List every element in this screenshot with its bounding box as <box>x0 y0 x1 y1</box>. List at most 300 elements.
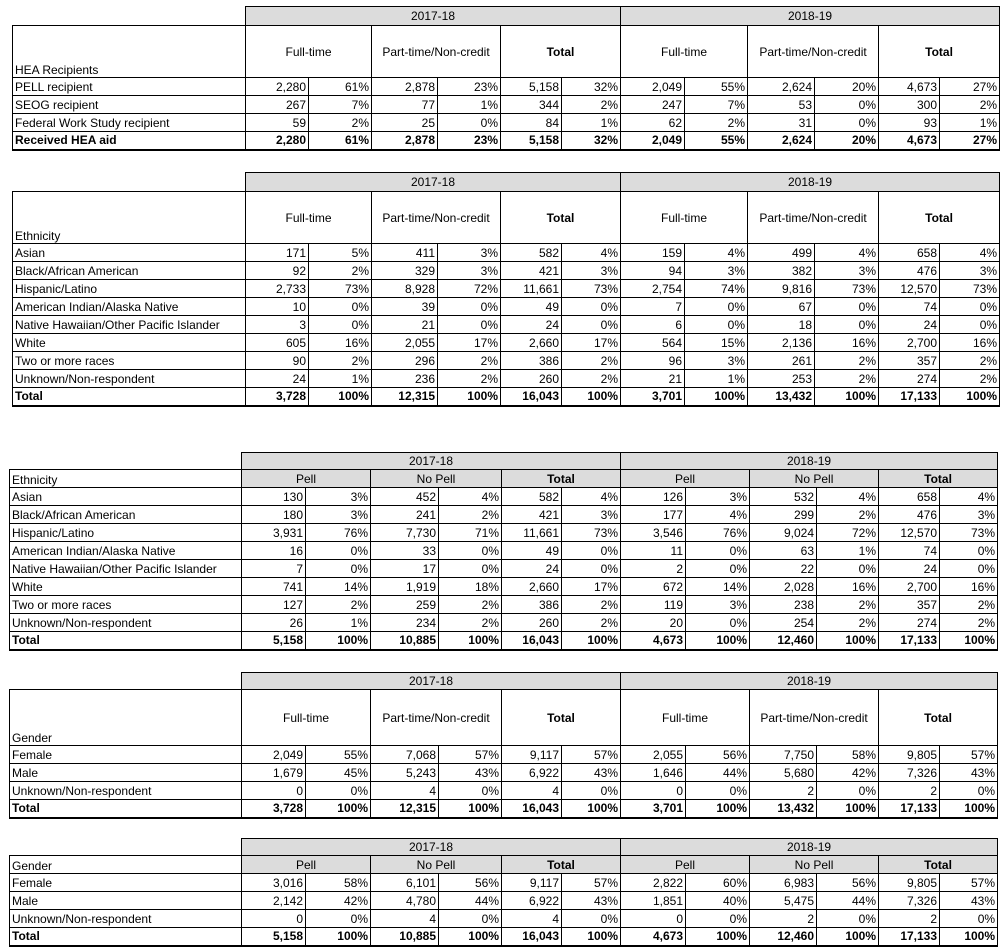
count-cell: 25 <box>372 114 438 132</box>
group-header: Total <box>502 470 621 488</box>
group-header: No Pell <box>750 856 879 874</box>
table-row <box>13 370 1000 388</box>
group-header: Part-time/Non-credit <box>748 192 879 244</box>
percent-cell: 0% <box>306 782 371 800</box>
table-body <box>13 78 1000 150</box>
count-cell: 241 <box>371 506 439 524</box>
percent-cell: 0% <box>562 782 621 800</box>
count-cell: 658 <box>879 488 940 506</box>
group-header: Pell <box>621 856 750 874</box>
table-row <box>13 280 1000 298</box>
year-header: 2017-18 <box>242 839 621 856</box>
count-cell: 382 <box>748 262 815 280</box>
count-cell: 67 <box>748 298 815 316</box>
group-header: Total <box>879 192 1000 244</box>
count-cell: 17,133 <box>879 800 940 818</box>
ethnicity-pell-table <box>9 452 998 651</box>
percent-cell: 100% <box>306 800 371 818</box>
percent-cell: 57% <box>439 746 502 764</box>
row-label: Two or more races <box>13 352 246 370</box>
count-cell: 16 <box>242 542 306 560</box>
row-label: Federal Work Study recipient <box>13 114 246 132</box>
row-label: Total <box>13 388 246 406</box>
percent-cell: 73% <box>562 280 621 298</box>
count-cell: 12,460 <box>750 928 817 946</box>
percent-cell: 16% <box>815 334 879 352</box>
percent-cell: 61% <box>309 78 372 96</box>
count-cell: 96 <box>621 352 685 370</box>
count-cell: 605 <box>246 334 309 352</box>
percent-cell: 2% <box>940 370 1000 388</box>
count-cell: 3 <box>246 316 309 334</box>
percent-cell: 42% <box>817 764 879 782</box>
percent-cell: 3% <box>562 262 621 280</box>
percent-cell: 2% <box>439 614 502 632</box>
percent-cell: 0% <box>686 910 750 928</box>
group-header: Total <box>502 856 621 874</box>
percent-cell: 2% <box>306 596 371 614</box>
row-label: Received HEA aid <box>13 132 246 150</box>
count-cell: 2,700 <box>879 334 940 352</box>
row-header-label: Ethnicity <box>10 470 242 488</box>
count-cell: 126 <box>621 488 686 506</box>
row-header-label: Gender <box>10 856 242 874</box>
group-header: Total <box>879 690 998 746</box>
count-cell: 1,919 <box>371 578 439 596</box>
count-cell: 20 <box>621 614 686 632</box>
percent-cell: 100% <box>940 800 998 818</box>
count-cell: 5,158 <box>501 78 562 96</box>
table-body <box>10 874 998 946</box>
percent-cell: 0% <box>815 298 879 316</box>
percent-cell: 0% <box>686 614 750 632</box>
table-row <box>10 892 998 910</box>
row-label: SEOG recipient <box>13 96 246 114</box>
percent-cell: 2% <box>309 262 372 280</box>
percent-cell: 23% <box>438 132 501 150</box>
percent-cell: 0% <box>306 910 371 928</box>
percent-cell: 4% <box>940 488 998 506</box>
count-cell: 13,432 <box>750 800 817 818</box>
table-row <box>10 782 998 800</box>
corner-blank <box>10 673 242 690</box>
row-label: Hispanic/Latino <box>13 280 246 298</box>
count-cell: 4,673 <box>621 928 686 946</box>
count-cell: 180 <box>242 506 306 524</box>
row-label: White <box>13 334 246 352</box>
count-cell: 0 <box>242 782 306 800</box>
percent-cell: 27% <box>940 132 1000 150</box>
count-cell: 741 <box>242 578 306 596</box>
percent-cell: 58% <box>817 746 879 764</box>
count-cell: 296 <box>372 352 438 370</box>
count-cell: 274 <box>879 614 940 632</box>
group-header: Part-time/Non-credit <box>372 192 501 244</box>
table-row <box>10 542 998 560</box>
percent-cell: 60% <box>686 874 750 892</box>
row-label: American Indian/Alaska Native <box>10 542 242 560</box>
count-cell: 63 <box>750 542 817 560</box>
count-cell: 7 <box>242 560 306 578</box>
table-body <box>13 244 1000 406</box>
count-cell: 7,750 <box>750 746 817 764</box>
percent-cell: 0% <box>940 910 998 928</box>
count-cell: 7,326 <box>879 764 940 782</box>
percent-cell: 100% <box>686 928 750 946</box>
count-cell: 12,570 <box>879 524 940 542</box>
count-cell: 582 <box>501 244 562 262</box>
percent-cell: 2% <box>817 596 879 614</box>
count-cell: 8,928 <box>372 280 438 298</box>
total-row <box>13 132 1000 150</box>
count-cell: 386 <box>501 352 562 370</box>
count-cell: 17,133 <box>879 632 940 650</box>
percent-cell: 3% <box>940 506 998 524</box>
row-label: American Indian/Alaska Native <box>13 298 246 316</box>
count-cell: 2,049 <box>242 746 306 764</box>
year-header: 2017-18 <box>246 7 621 26</box>
row-label: Native Hawaiian/Other Pacific Islander <box>13 316 246 334</box>
percent-cell: 55% <box>685 132 748 150</box>
percent-cell: 0% <box>685 298 748 316</box>
count-cell: 274 <box>879 370 940 388</box>
total-row <box>10 928 998 946</box>
percent-cell: 5% <box>309 244 372 262</box>
percent-cell: 0% <box>817 910 879 928</box>
percent-cell: 57% <box>940 746 998 764</box>
count-cell: 2,028 <box>750 578 817 596</box>
count-cell: 2,055 <box>372 334 438 352</box>
group-header: No Pell <box>371 856 502 874</box>
percent-cell: 2% <box>562 96 621 114</box>
table-row <box>13 78 1000 96</box>
percent-cell: 4% <box>439 488 502 506</box>
percent-cell: 76% <box>306 524 371 542</box>
count-cell: 10,885 <box>371 928 439 946</box>
count-cell: 476 <box>879 506 940 524</box>
count-cell: 2,280 <box>246 78 309 96</box>
percent-cell: 0% <box>815 114 879 132</box>
count-cell: 9,805 <box>879 746 940 764</box>
count-cell: 254 <box>750 614 817 632</box>
percent-cell: 0% <box>309 316 372 334</box>
count-cell: 2,055 <box>621 746 686 764</box>
group-header: Full-time <box>242 690 371 746</box>
percent-cell: 100% <box>439 800 502 818</box>
group-header: Total <box>501 192 621 244</box>
count-cell: 329 <box>372 262 438 280</box>
group-header: Pell <box>242 856 371 874</box>
count-cell: 299 <box>750 506 817 524</box>
count-cell: 26 <box>242 614 306 632</box>
table-row <box>10 764 998 782</box>
percent-cell: 100% <box>562 388 621 406</box>
count-cell: 247 <box>621 96 685 114</box>
count-cell: 11 <box>621 542 686 560</box>
group-header: Total <box>501 26 621 78</box>
count-cell: 5,243 <box>371 764 439 782</box>
count-cell: 4 <box>502 910 562 928</box>
group-header: Full-time <box>246 26 372 78</box>
row-label: Unknown/Non-respondent <box>10 910 242 928</box>
count-cell: 3,728 <box>246 388 309 406</box>
percent-cell: 0% <box>940 316 1000 334</box>
count-cell: 452 <box>371 488 439 506</box>
row-label: Total <box>10 800 242 818</box>
count-cell: 2,624 <box>748 132 815 150</box>
percent-cell: 16% <box>817 578 879 596</box>
percent-cell: 7% <box>685 96 748 114</box>
percent-cell: 43% <box>562 764 621 782</box>
count-cell: 16,043 <box>502 800 562 818</box>
count-cell: 21 <box>621 370 685 388</box>
percent-cell: 17% <box>562 578 621 596</box>
count-cell: 77 <box>372 96 438 114</box>
group-header: Part-time/Non-credit <box>750 690 879 746</box>
percent-cell: 17% <box>438 334 501 352</box>
count-cell: 259 <box>371 596 439 614</box>
percent-cell: 57% <box>562 874 621 892</box>
count-cell: 3,701 <box>621 800 686 818</box>
percent-cell: 72% <box>817 524 879 542</box>
count-cell: 177 <box>621 506 686 524</box>
group-header: No Pell <box>371 470 502 488</box>
count-cell: 84 <box>501 114 562 132</box>
count-cell: 2,733 <box>246 280 309 298</box>
count-cell: 3,728 <box>242 800 306 818</box>
percent-cell: 100% <box>940 632 998 650</box>
percent-cell: 4% <box>686 506 750 524</box>
percent-cell: 56% <box>686 746 750 764</box>
table-row <box>13 244 1000 262</box>
count-cell: 24 <box>501 316 562 334</box>
count-cell: 24 <box>879 560 940 578</box>
percent-cell: 2% <box>817 506 879 524</box>
row-label: White <box>10 578 242 596</box>
percent-cell: 0% <box>439 542 502 560</box>
percent-cell: 100% <box>685 388 748 406</box>
corner-blank <box>13 7 246 26</box>
group-header: Full-time <box>246 192 372 244</box>
percent-cell: 2% <box>562 352 621 370</box>
percent-cell: 100% <box>306 632 371 650</box>
count-cell: 2,136 <box>748 334 815 352</box>
percent-cell: 0% <box>438 298 501 316</box>
percent-cell: 2% <box>562 614 621 632</box>
count-cell: 4 <box>371 782 439 800</box>
count-cell: 2,822 <box>621 874 686 892</box>
percent-cell: 58% <box>306 874 371 892</box>
group-header: Total <box>879 26 1000 78</box>
percent-cell: 100% <box>686 800 750 818</box>
year-header: 2018-19 <box>621 453 998 470</box>
count-cell: 90 <box>246 352 309 370</box>
count-cell: 18 <box>748 316 815 334</box>
count-cell: 2,049 <box>621 132 685 150</box>
count-cell: 13,432 <box>748 388 815 406</box>
table-row <box>13 298 1000 316</box>
percent-cell: 2% <box>439 596 502 614</box>
count-cell: 53 <box>748 96 815 114</box>
count-cell: 2,624 <box>748 78 815 96</box>
percent-cell: 2% <box>438 352 501 370</box>
count-cell: 62 <box>621 114 685 132</box>
count-cell: 2,660 <box>501 334 562 352</box>
group-header: Total <box>502 690 621 746</box>
count-cell: 267 <box>246 96 309 114</box>
percent-cell: 0% <box>306 542 371 560</box>
count-cell: 2,660 <box>502 578 562 596</box>
percent-cell: 0% <box>309 298 372 316</box>
percent-cell: 20% <box>815 78 879 96</box>
count-cell: 6 <box>621 316 685 334</box>
count-cell: 10 <box>246 298 309 316</box>
count-cell: 7,068 <box>371 746 439 764</box>
percent-cell: 100% <box>817 632 879 650</box>
year-header: 2018-19 <box>621 7 1000 26</box>
percent-cell: 3% <box>685 262 748 280</box>
percent-cell: 17% <box>562 334 621 352</box>
percent-cell: 0% <box>686 542 750 560</box>
percent-cell: 0% <box>562 298 621 316</box>
count-cell: 2 <box>750 782 817 800</box>
count-cell: 499 <box>748 244 815 262</box>
total-row <box>13 388 1000 406</box>
count-cell: 39 <box>372 298 438 316</box>
year-header: 2018-19 <box>621 673 998 690</box>
count-cell: 6,101 <box>371 874 439 892</box>
count-cell: 3,016 <box>242 874 306 892</box>
count-cell: 24 <box>879 316 940 334</box>
percent-cell: 43% <box>562 892 621 910</box>
gender-pell-table <box>9 838 998 947</box>
percent-cell: 0% <box>686 782 750 800</box>
count-cell: 5,680 <box>750 764 817 782</box>
percent-cell: 0% <box>815 96 879 114</box>
percent-cell: 2% <box>309 352 372 370</box>
count-cell: 2,878 <box>372 78 438 96</box>
percent-cell: 1% <box>817 542 879 560</box>
percent-cell: 42% <box>306 892 371 910</box>
percent-cell: 100% <box>562 800 621 818</box>
percent-cell: 1% <box>562 114 621 132</box>
percent-cell: 100% <box>309 388 372 406</box>
group-header: Part-time/Non-credit <box>748 26 879 78</box>
percent-cell: 57% <box>562 746 621 764</box>
year-header: 2018-19 <box>621 839 998 856</box>
percent-cell: 0% <box>940 298 1000 316</box>
count-cell: 11,661 <box>501 280 562 298</box>
count-cell: 421 <box>502 506 562 524</box>
percent-cell: 100% <box>306 928 371 946</box>
count-cell: 0 <box>242 910 306 928</box>
count-cell: 260 <box>501 370 562 388</box>
percent-cell: 43% <box>940 892 998 910</box>
percent-cell: 1% <box>309 370 372 388</box>
percent-cell: 14% <box>306 578 371 596</box>
table-row <box>10 910 998 928</box>
count-cell: 386 <box>502 596 562 614</box>
table-row <box>13 334 1000 352</box>
gender-enrollment-table <box>9 672 998 819</box>
row-label: Hispanic/Latino <box>10 524 242 542</box>
count-cell: 476 <box>879 262 940 280</box>
percent-cell: 3% <box>685 352 748 370</box>
table-row <box>10 560 998 578</box>
count-cell: 2 <box>879 782 940 800</box>
percent-cell: 44% <box>439 892 502 910</box>
percent-cell: 7% <box>309 96 372 114</box>
count-cell: 4 <box>371 910 439 928</box>
count-cell: 411 <box>372 244 438 262</box>
percent-cell: 2% <box>439 506 502 524</box>
count-cell: 4,673 <box>879 78 940 96</box>
count-cell: 7,326 <box>879 892 940 910</box>
count-cell: 9,024 <box>750 524 817 542</box>
percent-cell: 18% <box>439 578 502 596</box>
count-cell: 5,475 <box>750 892 817 910</box>
percent-cell: 3% <box>940 262 1000 280</box>
row-label: Female <box>10 746 242 764</box>
row-label: Male <box>10 764 242 782</box>
percent-cell: 100% <box>815 388 879 406</box>
count-cell: 261 <box>748 352 815 370</box>
percent-cell: 2% <box>562 596 621 614</box>
percent-cell: 23% <box>438 78 501 96</box>
year-header: 2018-19 <box>621 173 1000 192</box>
group-header: Total <box>879 470 998 488</box>
percent-cell: 0% <box>562 542 621 560</box>
count-cell: 49 <box>502 542 562 560</box>
percent-cell: 100% <box>562 928 621 946</box>
count-cell: 260 <box>502 614 562 632</box>
group-header: Full-time <box>621 26 748 78</box>
count-cell: 5,158 <box>501 132 562 150</box>
percent-cell: 4% <box>562 244 621 262</box>
table-row <box>13 262 1000 280</box>
table-row <box>10 488 998 506</box>
count-cell: 7 <box>621 298 685 316</box>
count-cell: 9,117 <box>502 874 562 892</box>
count-cell: 357 <box>879 596 940 614</box>
row-label: Two or more races <box>10 596 242 614</box>
percent-cell: 2% <box>817 614 879 632</box>
count-cell: 5,158 <box>242 632 306 650</box>
count-cell: 1,679 <box>242 764 306 782</box>
percent-cell: 4% <box>562 488 621 506</box>
total-row <box>10 800 998 818</box>
count-cell: 17 <box>371 560 439 578</box>
count-cell: 21 <box>372 316 438 334</box>
percent-cell: 0% <box>562 910 621 928</box>
percent-cell: 16% <box>940 578 998 596</box>
percent-cell: 1% <box>685 370 748 388</box>
count-cell: 0 <box>621 910 686 928</box>
percent-cell: 3% <box>306 506 371 524</box>
count-cell: 2,142 <box>242 892 306 910</box>
count-cell: 344 <box>501 96 562 114</box>
count-cell: 159 <box>621 244 685 262</box>
percent-cell: 4% <box>815 244 879 262</box>
count-cell: 9,117 <box>502 746 562 764</box>
percent-cell: 0% <box>685 316 748 334</box>
percent-cell: 40% <box>686 892 750 910</box>
count-cell: 127 <box>242 596 306 614</box>
total-row <box>10 632 998 650</box>
count-cell: 3,701 <box>621 388 685 406</box>
row-label: Total <box>10 928 242 946</box>
percent-cell: 2% <box>438 370 501 388</box>
